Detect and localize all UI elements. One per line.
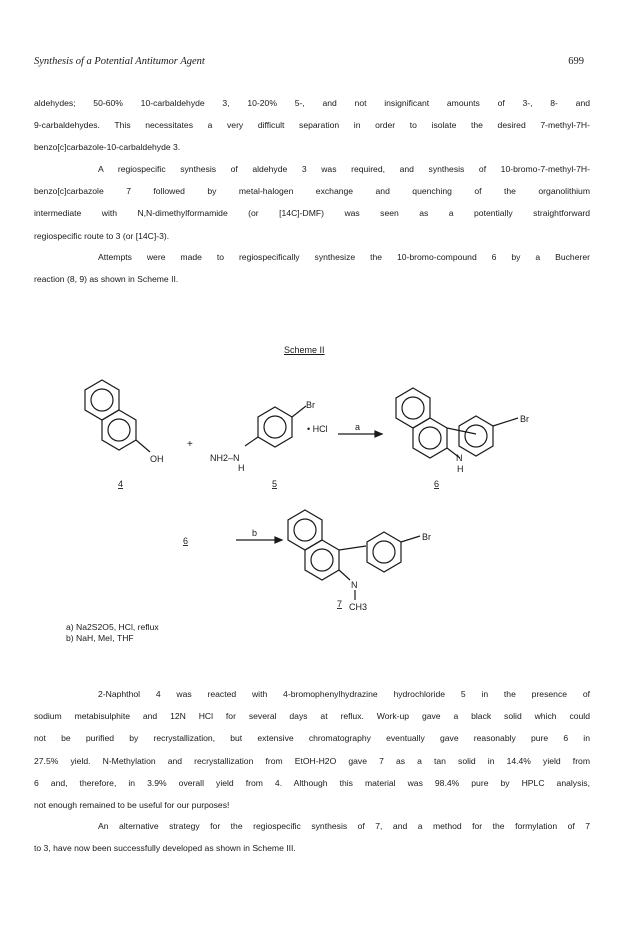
- text-line: intermediate with N,N-dimethylformamide (or [14C]-DMF) was seen as a potentially straightforward: [34, 208, 590, 219]
- paragraph-3: [34, 246, 590, 290]
- condition-b: b) NaH, MeI, THF: [66, 633, 134, 643]
- naphthol-structure: [85, 380, 150, 452]
- br-label-7: Br: [422, 532, 431, 542]
- ch3-label: CH3: [349, 602, 368, 612]
- text-line: benzo[c]carbazole 7 followed by metal-halogen exchange and quenching of the organolithium: [34, 186, 590, 197]
- text-line: A regiospecific synthesis of aldehyde 3 was required, and synthesis of 10-bromo-7-methyl-7H-: [98, 164, 590, 174]
- paragraph-4: [34, 683, 590, 816]
- scheme-title: Scheme II: [284, 345, 325, 355]
- compound-label-6: 6: [434, 479, 440, 489]
- text-line: An alternative strategy for the regiospecific synthesis of 7, and a method for the formylation of 7: [98, 821, 590, 831]
- text-line: 6 and, therefore, in 3.9% overall yield from 4. Although this material was 98.4% pure by HPLC analysis,: [34, 777, 590, 788]
- paragraph-2: [34, 158, 590, 247]
- n-label-7: N: [351, 580, 358, 590]
- arrow-b: [236, 537, 282, 543]
- hydrazine-h-label: H: [238, 463, 245, 473]
- n-label-6: N: [456, 453, 463, 463]
- text-line: not enough remained to be useful for our purposes!: [34, 800, 230, 811]
- page-number: 699: [568, 56, 584, 67]
- compound-label-5: 5: [272, 479, 278, 489]
- compound-label-7: 7: [337, 599, 343, 609]
- text-line: regiospecific route to 3 (or [14C]-3).: [34, 230, 170, 241]
- paragraph-1: [34, 92, 590, 159]
- text-line: 2-Naphthol 4 was reacted with 4-bromophenylhydrazine hydrochloride 5 in the presence of: [98, 689, 590, 699]
- text-line: reaction (8, 9) as shown in Scheme II.: [34, 274, 179, 285]
- text-line: 27.5% yield. N-Methylation and recrystallization from EtOH-H2O gave 7 as a tan solid in 14.4% yield from: [34, 755, 590, 766]
- paragraph-5: [34, 815, 590, 859]
- text-line: 9-carbaldehydes. This necessitates a very difficult separation in order to isolate the desired 7-methyl-7H-: [34, 120, 590, 131]
- text-line: sodium metabisulphite and 12N HCl for several days at reflux. Work-up gave a black solid which could: [34, 711, 590, 722]
- arrow-a-label: a: [355, 422, 361, 432]
- running-title: Synthesis of a Potential Antitumor Agent: [34, 56, 205, 67]
- text-line: not be purified by recrystallization, but extensive chromatography eventually gave reasonably pure 6 in: [34, 733, 590, 744]
- br-label-6: Br: [520, 414, 529, 424]
- plus-sign: +: [187, 439, 193, 450]
- bromo-carbazole-structure: [396, 388, 518, 458]
- text-line: to 3, have now been successfully developed as shown in Scheme III.: [34, 843, 296, 854]
- text-line: Attempts were made to regiospecifically synthesize the 10-bromo-compound 6 by a Bucherer: [98, 252, 590, 262]
- compound-label-6-start: 6: [183, 536, 189, 546]
- condition-a: a) Na2S2O5, HCl, reflux: [66, 622, 159, 632]
- text-line: benzo[c]carbazole-10-carbaldehyde 3.: [34, 142, 181, 153]
- br-label-5: Br: [306, 400, 315, 410]
- reaction-scheme: [0, 360, 624, 620]
- hydrazine-label: NH2–N: [210, 453, 240, 463]
- phenylhydrazine-structure: [245, 406, 306, 447]
- arrow-b-label: b: [252, 528, 258, 538]
- hcl-label: • HCl: [307, 424, 328, 434]
- nh-h-label-6: H: [457, 464, 464, 474]
- oh-label: OH: [150, 454, 164, 464]
- compound-label-4: 4: [118, 479, 124, 489]
- text-line: aldehydes; 50-60% 10-carbaldehyde 3, 10-20% 5-, and not insignificant amounts of 3-, 8- and: [34, 98, 590, 108]
